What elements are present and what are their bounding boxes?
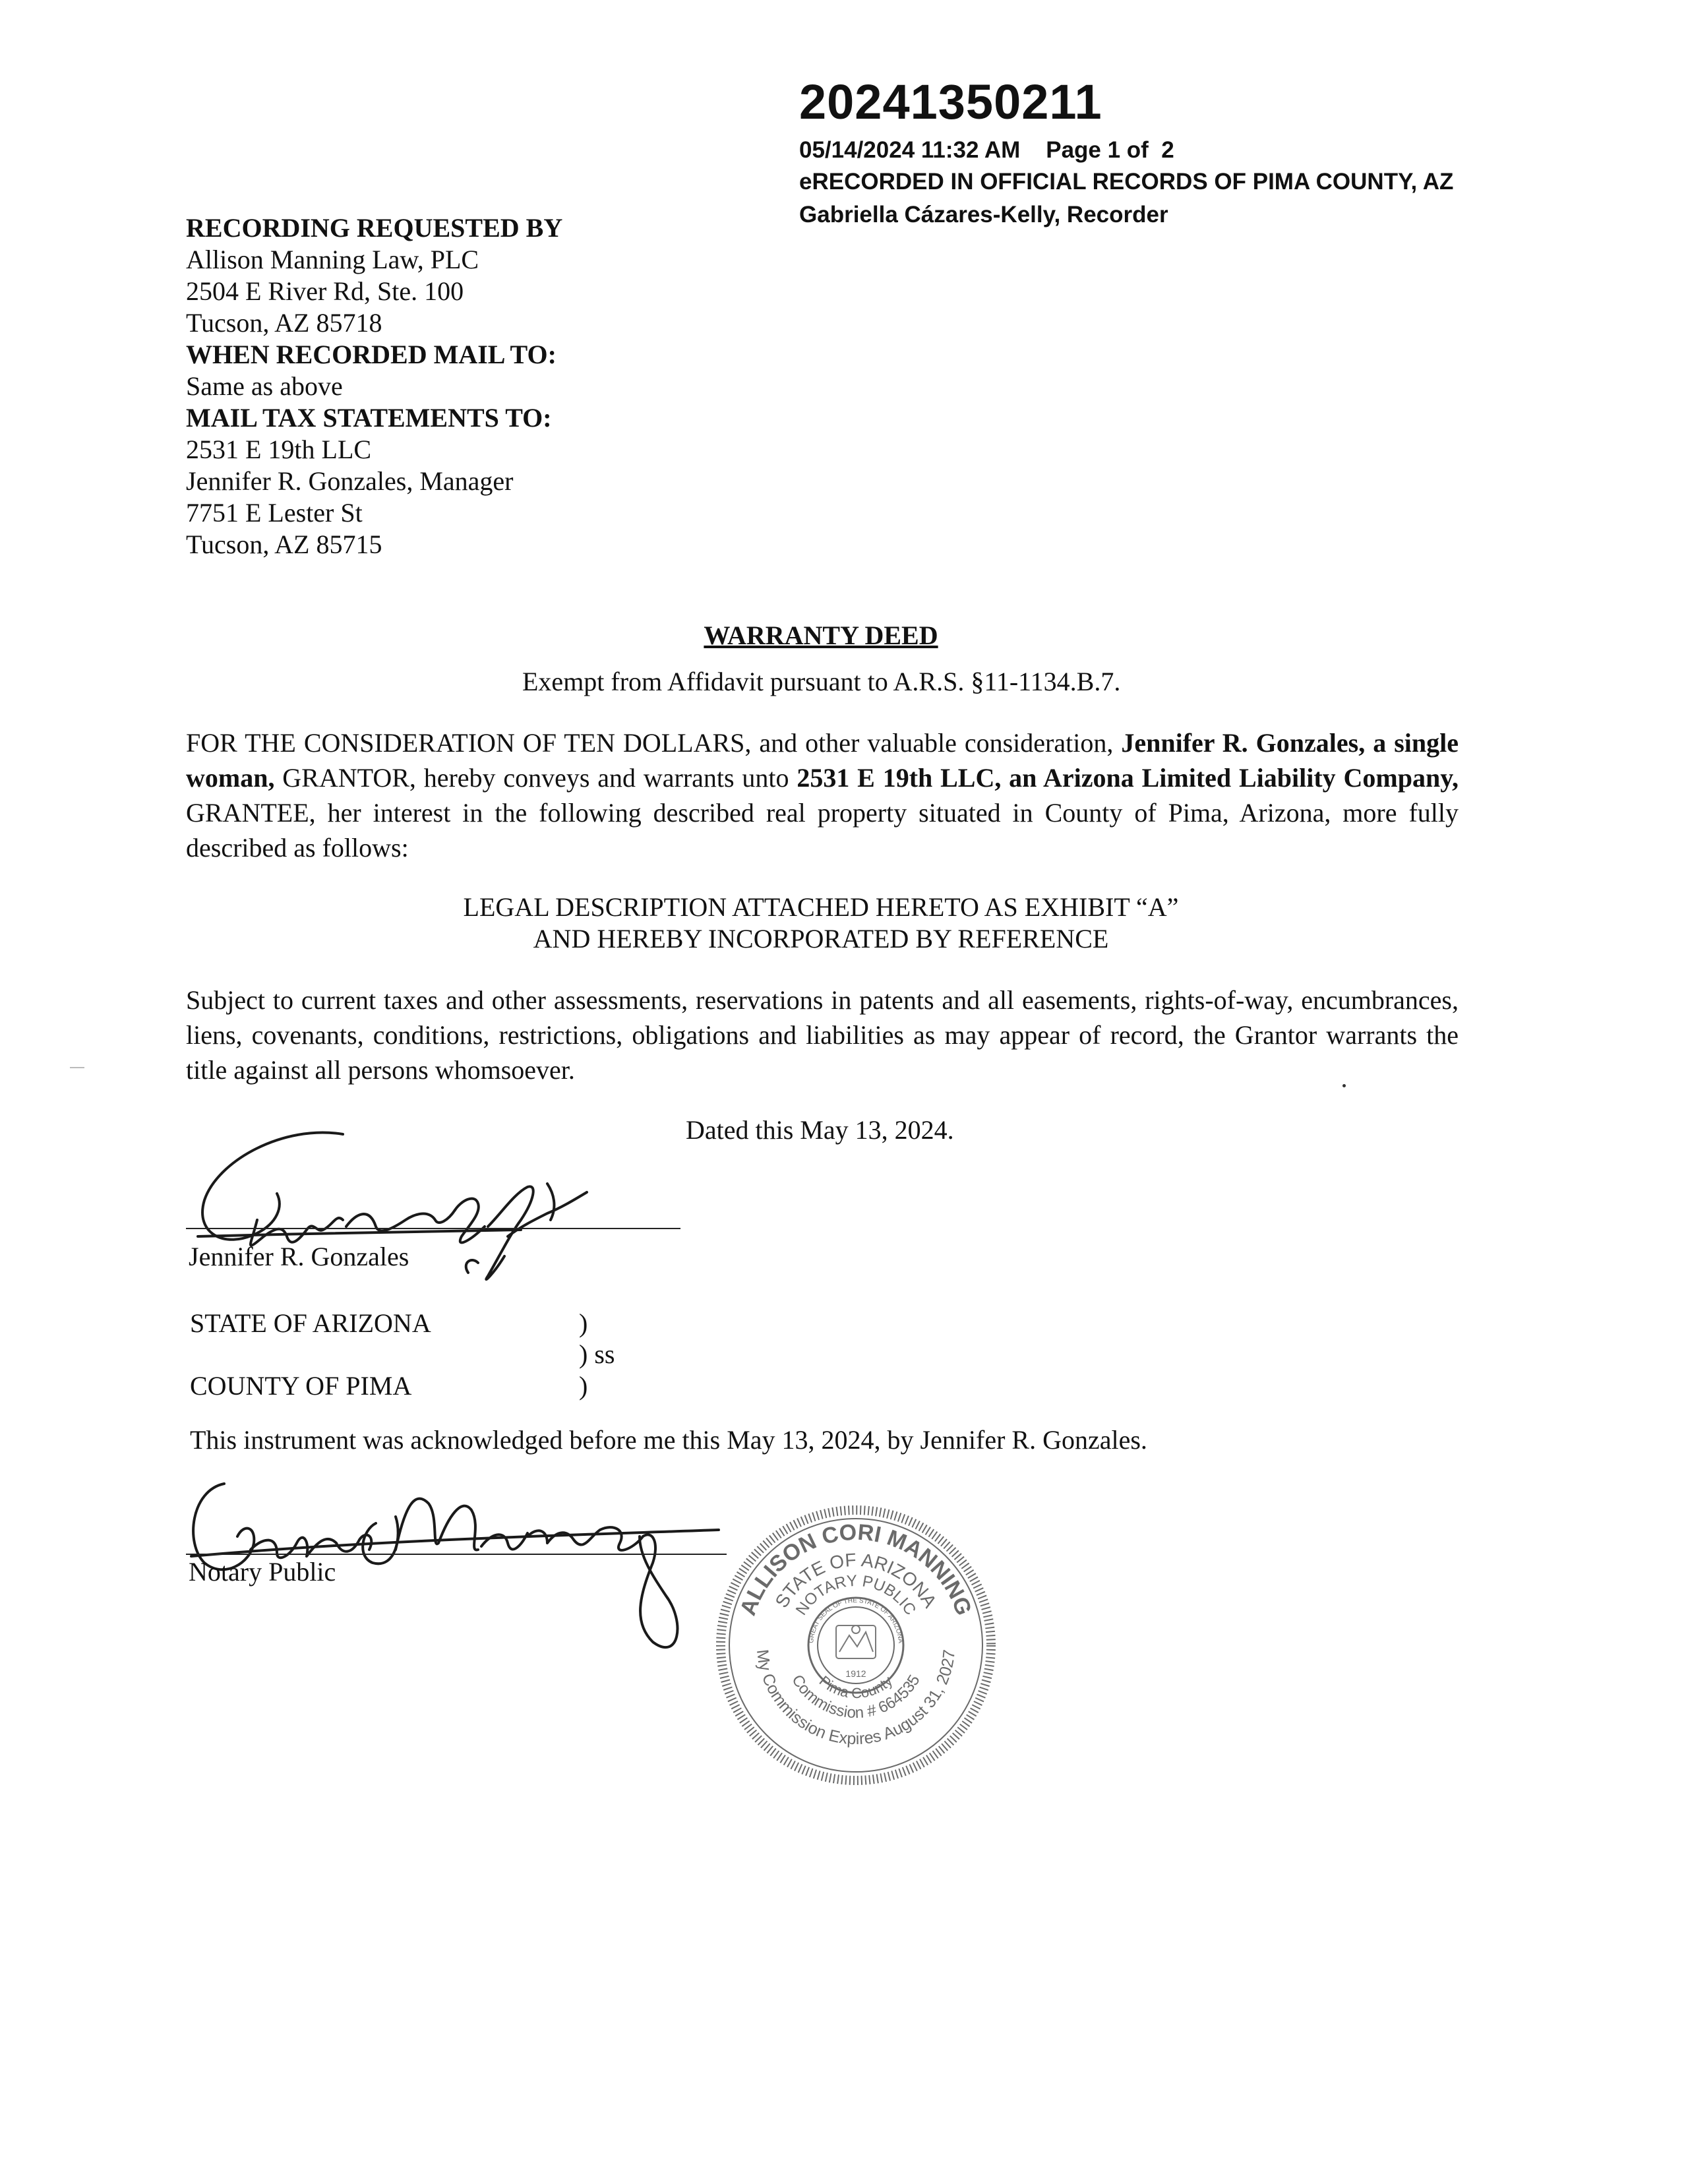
- conveyance-paragraph: [186, 725, 1459, 865]
- requested-by-heading: RECORDING REQUESTED BY: [186, 213, 563, 243]
- tax-statements-line: Jennifer R. Gonzales, Manager: [186, 466, 514, 496]
- consideration-text: GRANTOR, hereby conveys and warrants unto: [282, 763, 789, 793]
- recording-office: eRECORDED IN OFFICIAL RECORDS OF PIMA COUNTY, AZ: [799, 169, 1454, 195]
- margin-mark: [70, 1067, 84, 1068]
- mail-to-line: Same as above: [186, 371, 343, 401]
- tax-statements-line: Tucson, AZ 85715: [186, 530, 382, 559]
- dated-line: Dated this May 13, 2024.: [686, 1115, 954, 1145]
- signature-line: [186, 1228, 680, 1229]
- venue-county: COUNTY OF PIMA: [190, 1371, 412, 1401]
- seal-role: NOTARY PUBLIC: [792, 1571, 920, 1619]
- notary-seal: [711, 1500, 1001, 1790]
- venue-state: STATE OF ARIZONA: [190, 1308, 431, 1338]
- seal-name: ALLISON CORI MANNING: [735, 1519, 977, 1619]
- mail-to-heading: WHEN RECORDED MAIL TO:: [186, 340, 557, 369]
- venue-ss: ) ss: [579, 1339, 615, 1369]
- grantee-name: 2531 E 19th LLC, an Arizona Limited Liability Company,: [797, 763, 1459, 793]
- grantor-name: Jennifer R. Gonzales, a single woman,: [186, 728, 1459, 793]
- seal-state: STATE OF ARIZONA: [771, 1549, 941, 1612]
- subject-to-paragraph: Subject to current taxes and other assessments, reservations in patents and all easements, rights-of-way, encumbrances, liens, covenants, conditions, restrictions, obligations and liabilities as may appear of record, the Grantor warrants the title against all persons whomsoever.: [186, 985, 1459, 1085]
- venue-paren: ): [579, 1371, 588, 1401]
- requested-by-line: Tucson, AZ 85718: [186, 308, 382, 338]
- requested-by-line: Allison Manning Law, PLC: [186, 245, 479, 274]
- state-seal-emblem-icon: [836, 1625, 876, 1658]
- tax-statements-heading: MAIL TAX STATEMENTS TO:: [186, 403, 552, 433]
- recording-number: 20241350211: [799, 75, 1102, 129]
- recording-datetime-page: 05/14/2024 11:32 AM Page 1 of 2: [799, 137, 1174, 163]
- signer-name: Jennifer R. Gonzales: [189, 1242, 409, 1271]
- seal-commission: Commission # 664535: [788, 1672, 924, 1722]
- requested-by-line: 2504 E River Rd, Ste. 100: [186, 276, 464, 306]
- venue-paren: ): [579, 1308, 588, 1338]
- exempt-statement: Exempt from Affidavit pursuant to A.R.S. §11-1134.B.7.: [522, 667, 1121, 696]
- recorder-name: Gabriella Cázares-Kelly, Recorder: [799, 202, 1168, 228]
- consideration-text: FOR THE CONSIDERATION OF TEN DOLLARS, and other valuable consideration,: [186, 728, 1114, 758]
- address-block: [186, 212, 562, 561]
- seal-expires: My Commission Expires August 31, 2027: [752, 1648, 959, 1749]
- seal-county: Pima County: [816, 1672, 896, 1702]
- notary-signature-line: [186, 1554, 727, 1555]
- consideration-text: GRANTEE, her interest in the following described real property situated in County of Pima, Arizona, more fully described as follows:: [186, 798, 1459, 863]
- tax-statements-line: 2531 E 19th LLC: [186, 435, 372, 464]
- document-title: WARRANTY DEED: [704, 621, 938, 650]
- seal-great-seal: GREAT SEAL OF THE STATE OF ARIZONA: [807, 1596, 904, 1644]
- seal-year: 1912: [845, 1668, 866, 1679]
- notary-label: Notary Public: [189, 1557, 336, 1587]
- tax-statements-line: 7751 E Lester St: [186, 498, 363, 528]
- acknowledgment-text: This instrument was acknowledged before me this May 13, 2024, by Jennifer R. Gonzales.: [190, 1425, 1147, 1455]
- legal-description-line-1: LEGAL DESCRIPTION ATTACHED HERETO AS EXHIBIT “A”: [463, 892, 1179, 922]
- stray-mark: [1342, 1084, 1346, 1087]
- legal-description-line-2: AND HEREBY INCORPORATED BY REFERENCE: [533, 924, 1109, 954]
